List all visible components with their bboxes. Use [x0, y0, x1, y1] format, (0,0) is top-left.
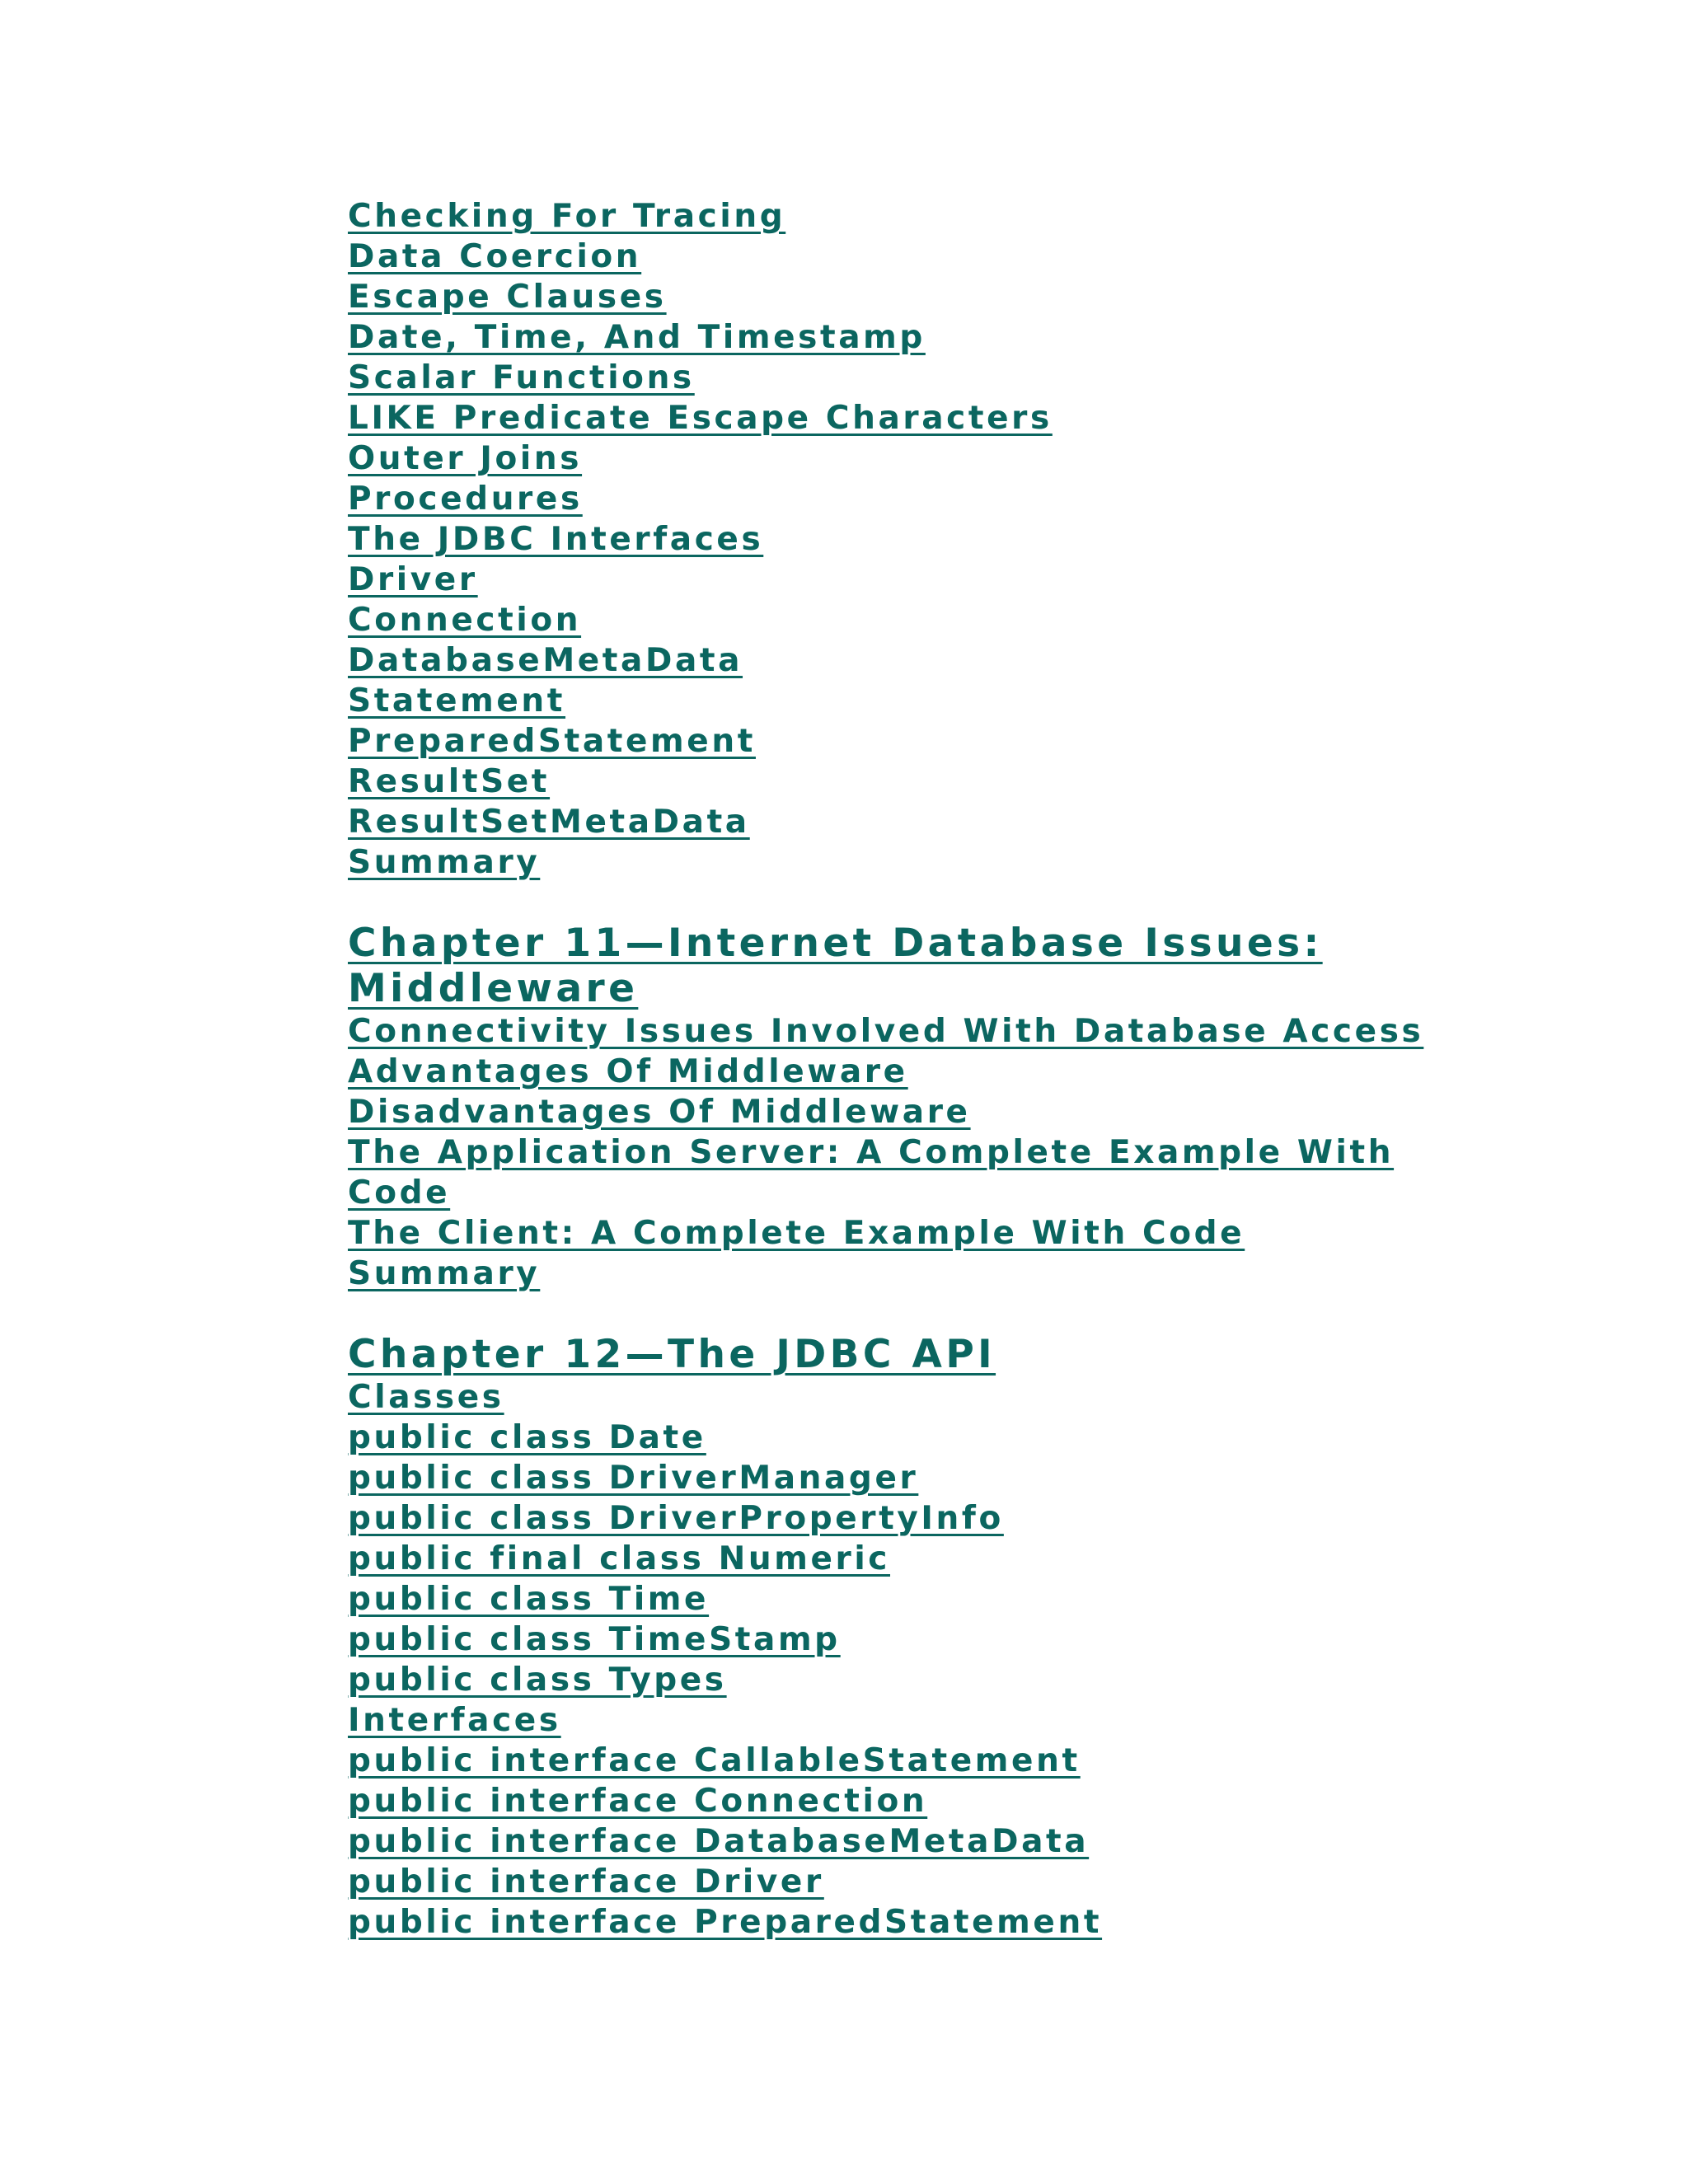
toc-link-outer-joins[interactable]: Outer Joins: [348, 440, 583, 477]
toc-section-chapter-12: [348, 1332, 1444, 1943]
toc-link-resultsetmetadata[interactable]: ResultSetMetaData: [348, 804, 750, 841]
toc-link-interface-driver[interactable]: public interface Driver: [348, 1863, 824, 1900]
toc-link-connectivity-issues[interactable]: Connectivity Issues Involved With Database Access: [348, 1013, 1424, 1050]
toc-link-connection[interactable]: Connection: [348, 602, 582, 639]
toc-link-statement[interactable]: Statement: [348, 682, 566, 719]
toc-link-jdbc-interfaces[interactable]: The JDBC Interfaces: [348, 521, 764, 558]
toc-link-like-predicate-escape[interactable]: LIKE Predicate Escape Characters: [348, 400, 1053, 437]
toc-link-interface-connection[interactable]: public interface Connection: [348, 1783, 928, 1820]
toc-link-interface-databasemetadata[interactable]: public interface DatabaseMetaData: [348, 1823, 1090, 1860]
toc-link-interface-preparedstatement[interactable]: public interface PreparedStatement: [348, 1904, 1103, 1941]
toc-link-scalar-functions[interactable]: Scalar Functions: [348, 359, 695, 396]
toc-link-client-example[interactable]: The Client: A Complete Example With Code: [348, 1215, 1245, 1252]
chapter-heading-12[interactable]: Chapter 12—The JDBC API: [348, 1332, 996, 1377]
toc-section-chapter-10-continued: [348, 196, 1444, 883]
toc-link-procedures[interactable]: Procedures: [348, 480, 583, 518]
toc-link-disadvantages-middleware[interactable]: Disadvantages Of Middleware: [348, 1094, 971, 1131]
toc-link-classes[interactable]: Classes: [348, 1379, 504, 1416]
toc-link-interfaces[interactable]: Interfaces: [348, 1702, 561, 1739]
toc-link-class-date[interactable]: public class Date: [348, 1419, 706, 1456]
table-of-contents: [348, 196, 1444, 1943]
toc-link-advantages-middleware[interactable]: Advantages Of Middleware: [348, 1053, 908, 1090]
toc-link-summary[interactable]: Summary: [348, 1255, 541, 1292]
toc-section-chapter-11: [348, 921, 1444, 1294]
toc-link-databasemetadata[interactable]: DatabaseMetaData: [348, 642, 743, 679]
toc-link-application-server-example[interactable]: The Application Server: A Complete Example With Code: [348, 1134, 1395, 1212]
toc-link-preparedstatement[interactable]: PreparedStatement: [348, 723, 756, 760]
toc-link-escape-clauses[interactable]: Escape Clauses: [348, 279, 667, 316]
toc-link-resultset[interactable]: ResultSet: [348, 763, 551, 800]
toc-link-driver[interactable]: Driver: [348, 561, 478, 598]
toc-link-date-time-timestamp[interactable]: Date, Time, And Timestamp: [348, 319, 926, 356]
toc-link-checking-for-tracing[interactable]: Checking For Tracing: [348, 198, 786, 235]
toc-link-class-drivermanager[interactable]: public class DriverManager: [348, 1460, 919, 1497]
toc-link-summary[interactable]: Summary: [348, 844, 541, 881]
toc-link-data-coercion[interactable]: Data Coercion: [348, 238, 642, 275]
chapter-heading-11[interactable]: Chapter 11—Internet Database Issues: Middleware: [348, 921, 1323, 1011]
toc-link-interface-callablestatement[interactable]: public interface CallableStatement: [348, 1742, 1081, 1779]
toc-link-class-types[interactable]: public class Types: [348, 1661, 727, 1699]
toc-link-class-numeric[interactable]: public final class Numeric: [348, 1540, 891, 1577]
toc-link-class-timestamp[interactable]: public class TimeStamp: [348, 1621, 841, 1658]
toc-link-class-time[interactable]: public class Time: [348, 1581, 710, 1618]
toc-link-class-driverpropertyinfo[interactable]: public class DriverPropertyInfo: [348, 1500, 1004, 1537]
